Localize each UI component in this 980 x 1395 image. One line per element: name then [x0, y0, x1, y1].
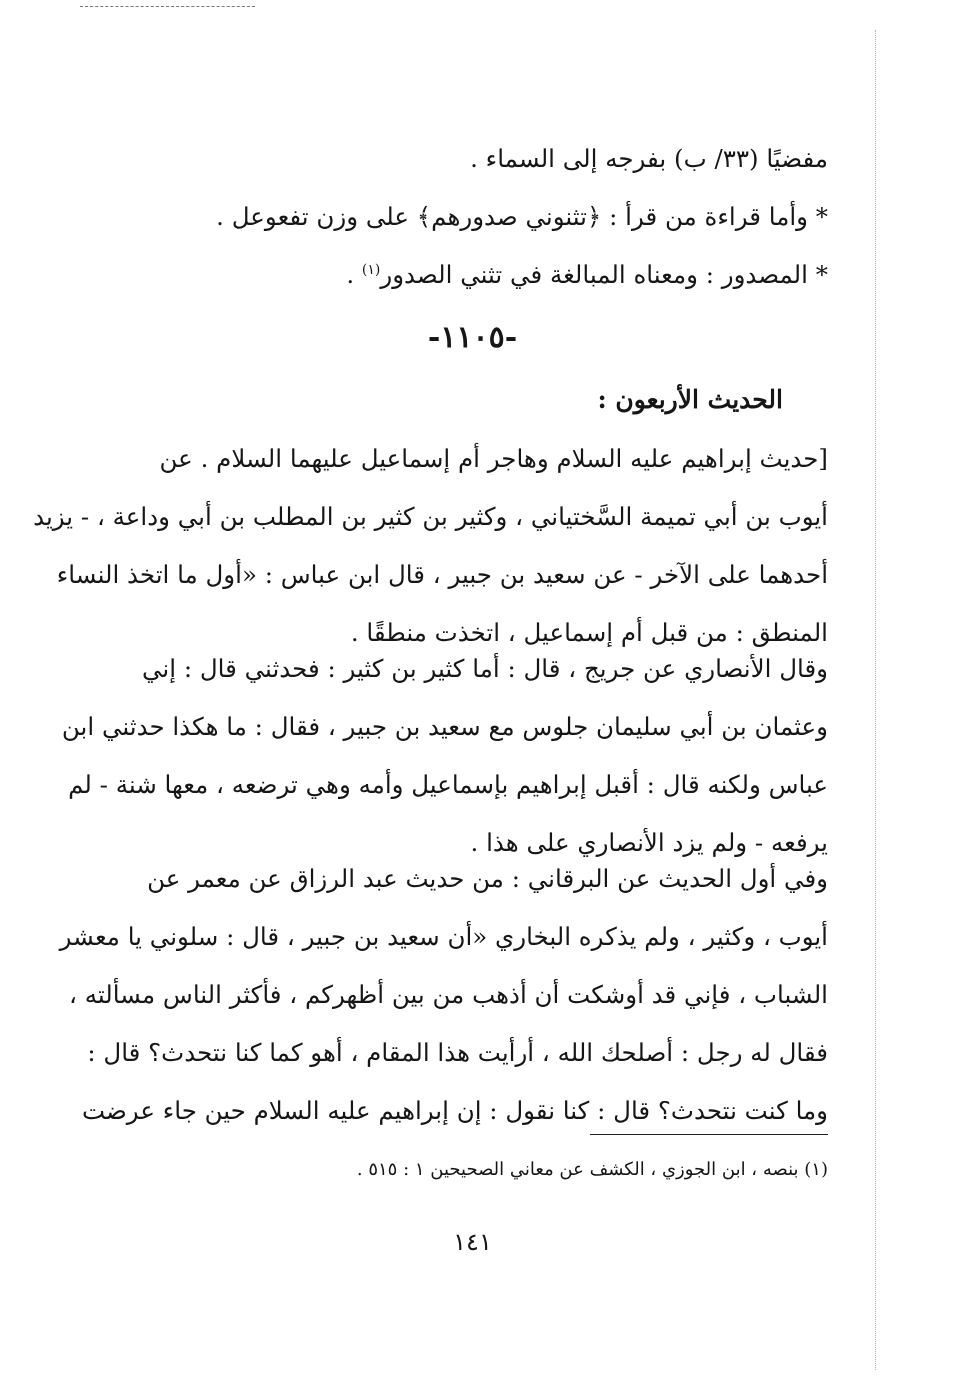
paragraph-line: فقال له رجل : أصلحك الله ، أرأيت هذا المقام ، أهو كما كنا نتحدث؟ قال : [87, 1038, 828, 1067]
paragraph-line: وفي أول الحديث عن البرقاني : من حديث عبد الرزاق عن معمر عن [147, 864, 828, 893]
footnote-separator [590, 1134, 828, 1135]
intro-lines [118, 130, 828, 304]
paragraph-line: وما كنت نتحدث؟ قال : كنا نقول : إن إبراهيم عليه السلام حين جاء عرضت [81, 1096, 828, 1125]
paragraph-line: الشباب ، فإني قد أوشكت أن أذهب من بين أظهركم ، فأكثر الناس مسألته ، [69, 980, 828, 1009]
paragraph-line: أيوب بن أبي تميمة السَّختياني ، وكثير بن كثير بن المطلب بن أبي وداعة ، - يزيد [33, 502, 828, 531]
paragraph-1 [33, 430, 828, 662]
paragraph-line: المنطق : من قبل أم إسماعيل ، اتخذت منطقًا . [350, 618, 828, 647]
footnote: (١) بنصه ، ابن الجوزي ، الكشف عن معاني الصحيحين ١ : ٥١٥ . [356, 1159, 828, 1180]
paragraph-line: [حديث إبراهيم عليه السلام وهاجر أم إسماعيل عليهما السلام . عن [159, 444, 828, 473]
footnote-reference: (١) [361, 261, 381, 278]
intro-line-text: * المصدور : ومعناه المبالغة في تثني الصدور [380, 260, 828, 289]
paragraph-line: وعثمان بن أبي سليمان جلوس مع سعيد بن جبير ، فقال : ما هكذا حدثني ابن [61, 712, 828, 741]
section-number: -١١٠٥- [427, 320, 518, 355]
scan-edge-right [875, 30, 876, 1370]
paragraph-3 [59, 850, 828, 1140]
paragraph-line: وقال الأنصاري عن جريج ، قال : أما كثير بن كثير : فحدثني قال : إني [142, 654, 828, 683]
paragraph-line: عباس ولكنه قال : أقبل إبراهيم بإسماعيل وأمه وهي ترضعه ، معها شنة - لم [68, 770, 828, 799]
intro-line: مفضيًا (٣٣/ ب) بفرجه إلى السماء . [470, 144, 828, 173]
scan-edge-top [80, 6, 255, 7]
paragraph-line: أيوب ، وكثير ، ولم يذكره البخاري «أن سعيد بن جبير ، قال : سلوني يا معشر [59, 922, 828, 951]
section-heading: الحديث الأربعون : [597, 385, 783, 414]
intro-line-end: . [346, 260, 362, 289]
intro-line [118, 246, 828, 304]
page-number: ١٤١ [453, 1228, 492, 1256]
intro-line: * وأما قراءة من قرأ : ﴿تثنوني صدورهم﴾ على وزن تفعوعل . [216, 202, 828, 231]
paragraph-line: يرفعه - ولم يزد الأنصاري على هذا . [470, 828, 828, 857]
paragraph-2 [61, 640, 828, 872]
paragraph-line: أحدهما على الآخر - عن سعيد بن جبير ، قال ابن عباس : «أول ما اتخذ النساء [56, 560, 828, 589]
